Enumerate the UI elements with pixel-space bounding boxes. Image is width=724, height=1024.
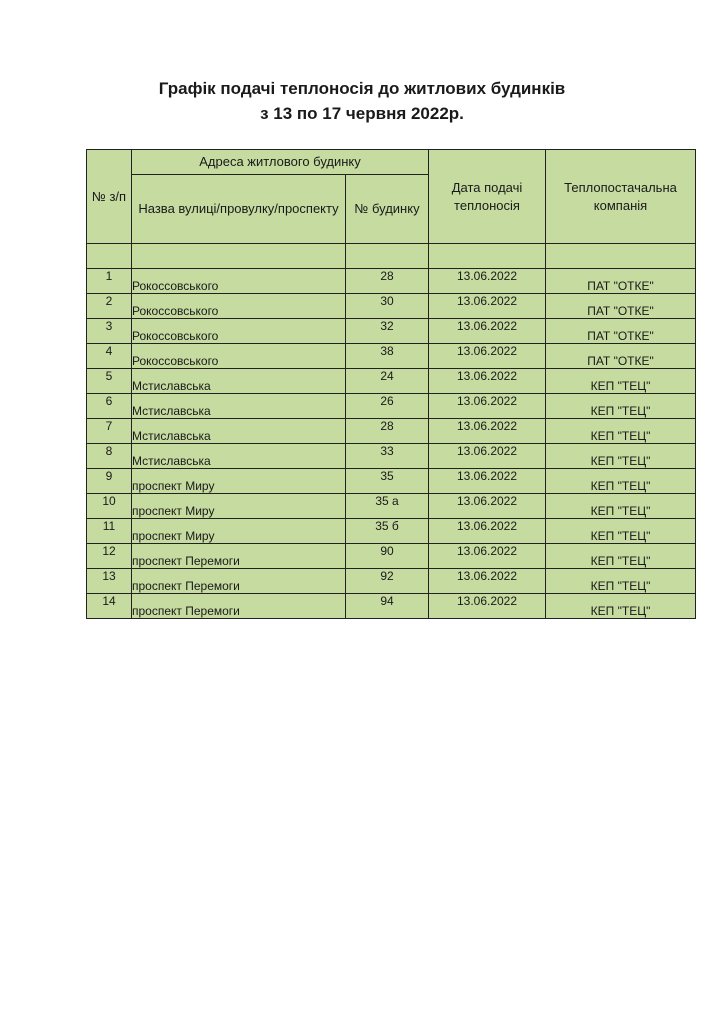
header-street: Назва вулиці/провулку/проспекту (132, 175, 346, 244)
header-number: № з/п (87, 150, 132, 244)
supply-date-cell: 13.06.2022 (429, 569, 546, 594)
heat-company-cell: КЕП "ТЕЦ" (546, 444, 696, 469)
house-number-cell: 30 (346, 294, 429, 319)
street-name-cell: Мстиславська (132, 394, 346, 419)
supply-date-cell: 13.06.2022 (429, 519, 546, 544)
row-number-cell: 7 (87, 419, 132, 444)
heat-company-cell: КЕП "ТЕЦ" (546, 569, 696, 594)
blank-cell (346, 244, 429, 269)
table-row (87, 519, 696, 544)
row-number-cell: 13 (87, 569, 132, 594)
supply-date-cell: 13.06.2022 (429, 294, 546, 319)
house-number-cell: 33 (346, 444, 429, 469)
header-house: № будинку (346, 175, 429, 244)
house-number-cell: 90 (346, 544, 429, 569)
row-number-cell: 9 (87, 469, 132, 494)
title-line-2: з 13 по 17 червня 2022р. (260, 104, 464, 123)
street-name-cell: проспект Перемоги (132, 544, 346, 569)
row-number-cell: 1 (87, 269, 132, 294)
street-name-cell: проспект Миру (132, 519, 346, 544)
house-number-cell: 94 (346, 594, 429, 619)
table-row (87, 419, 696, 444)
blank-row (87, 244, 696, 269)
supply-date-cell: 13.06.2022 (429, 444, 546, 469)
heat-company-cell: КЕП "ТЕЦ" (546, 544, 696, 569)
supply-date-cell: 13.06.2022 (429, 419, 546, 444)
house-number-cell: 28 (346, 419, 429, 444)
table-row (87, 344, 696, 369)
heat-company-cell: КЕП "ТЕЦ" (546, 419, 696, 444)
blank-cell (87, 244, 132, 269)
supply-date-cell: 13.06.2022 (429, 494, 546, 519)
table-row (87, 569, 696, 594)
house-number-cell: 32 (346, 319, 429, 344)
house-number-cell: 28 (346, 269, 429, 294)
supply-date-cell: 13.06.2022 (429, 394, 546, 419)
row-number-cell: 5 (87, 369, 132, 394)
heat-company-cell: ПАТ "ОТКЕ" (546, 294, 696, 319)
row-number-cell: 4 (87, 344, 132, 369)
house-number-cell: 35 б (346, 519, 429, 544)
heat-company-cell: КЕП "ТЕЦ" (546, 519, 696, 544)
heat-company-cell: ПАТ "ОТКЕ" (546, 269, 696, 294)
heat-company-cell: КЕП "ТЕЦ" (546, 394, 696, 419)
street-name-cell: Мстиславська (132, 444, 346, 469)
supply-date-cell: 13.06.2022 (429, 544, 546, 569)
header-company: Теплопостачальна компанія (546, 150, 696, 244)
table-row (87, 444, 696, 469)
street-name-cell: Мстиславська (132, 419, 346, 444)
blank-cell (546, 244, 696, 269)
row-number-cell: 14 (87, 594, 132, 619)
street-name-cell: проспект Перемоги (132, 569, 346, 594)
header-address: Адреса житлового будинку (132, 150, 429, 175)
house-number-cell: 92 (346, 569, 429, 594)
street-name-cell: проспект Миру (132, 469, 346, 494)
supply-date-cell: 13.06.2022 (429, 369, 546, 394)
street-name-cell: проспект Миру (132, 494, 346, 519)
heating-schedule-table (86, 149, 696, 619)
table-row (87, 369, 696, 394)
row-number-cell: 10 (87, 494, 132, 519)
table-row (87, 394, 696, 419)
heat-company-cell: КЕП "ТЕЦ" (546, 469, 696, 494)
blank-cell (429, 244, 546, 269)
supply-date-cell: 13.06.2022 (429, 469, 546, 494)
street-name-cell: Рокоссовського (132, 294, 346, 319)
table-row (87, 494, 696, 519)
header-date: Дата подачі теплоносія (429, 150, 546, 244)
table-row (87, 469, 696, 494)
document-title (0, 76, 724, 126)
row-number-cell: 11 (87, 519, 132, 544)
house-number-cell: 35 а (346, 494, 429, 519)
row-number-cell: 12 (87, 544, 132, 569)
row-number-cell: 8 (87, 444, 132, 469)
heat-company-cell: КЕП "ТЕЦ" (546, 369, 696, 394)
row-number-cell: 2 (87, 294, 132, 319)
street-name-cell: проспект Перемоги (132, 594, 346, 619)
house-number-cell: 35 (346, 469, 429, 494)
supply-date-cell: 13.06.2022 (429, 319, 546, 344)
row-number-cell: 6 (87, 394, 132, 419)
supply-date-cell: 13.06.2022 (429, 594, 546, 619)
table-row (87, 594, 696, 619)
heat-company-cell: КЕП "ТЕЦ" (546, 594, 696, 619)
supply-date-cell: 13.06.2022 (429, 269, 546, 294)
table-row (87, 294, 696, 319)
blank-cell (132, 244, 346, 269)
heat-company-cell: КЕП "ТЕЦ" (546, 494, 696, 519)
heat-company-cell: ПАТ "ОТКЕ" (546, 319, 696, 344)
title-line-1: Графік подачі теплоносія до житлових будинків (158, 79, 566, 98)
street-name-cell: Мстиславська (132, 369, 346, 394)
street-name-cell: Рокоссовського (132, 319, 346, 344)
house-number-cell: 38 (346, 344, 429, 369)
house-number-cell: 24 (346, 369, 429, 394)
street-name-cell: Рокоссовського (132, 344, 346, 369)
street-name-cell: Рокоссовського (132, 269, 346, 294)
supply-date-cell: 13.06.2022 (429, 344, 546, 369)
house-number-cell: 26 (346, 394, 429, 419)
table-row (87, 269, 696, 294)
table-row (87, 544, 696, 569)
table-row (87, 319, 696, 344)
row-number-cell: 3 (87, 319, 132, 344)
heat-company-cell: ПАТ "ОТКЕ" (546, 344, 696, 369)
